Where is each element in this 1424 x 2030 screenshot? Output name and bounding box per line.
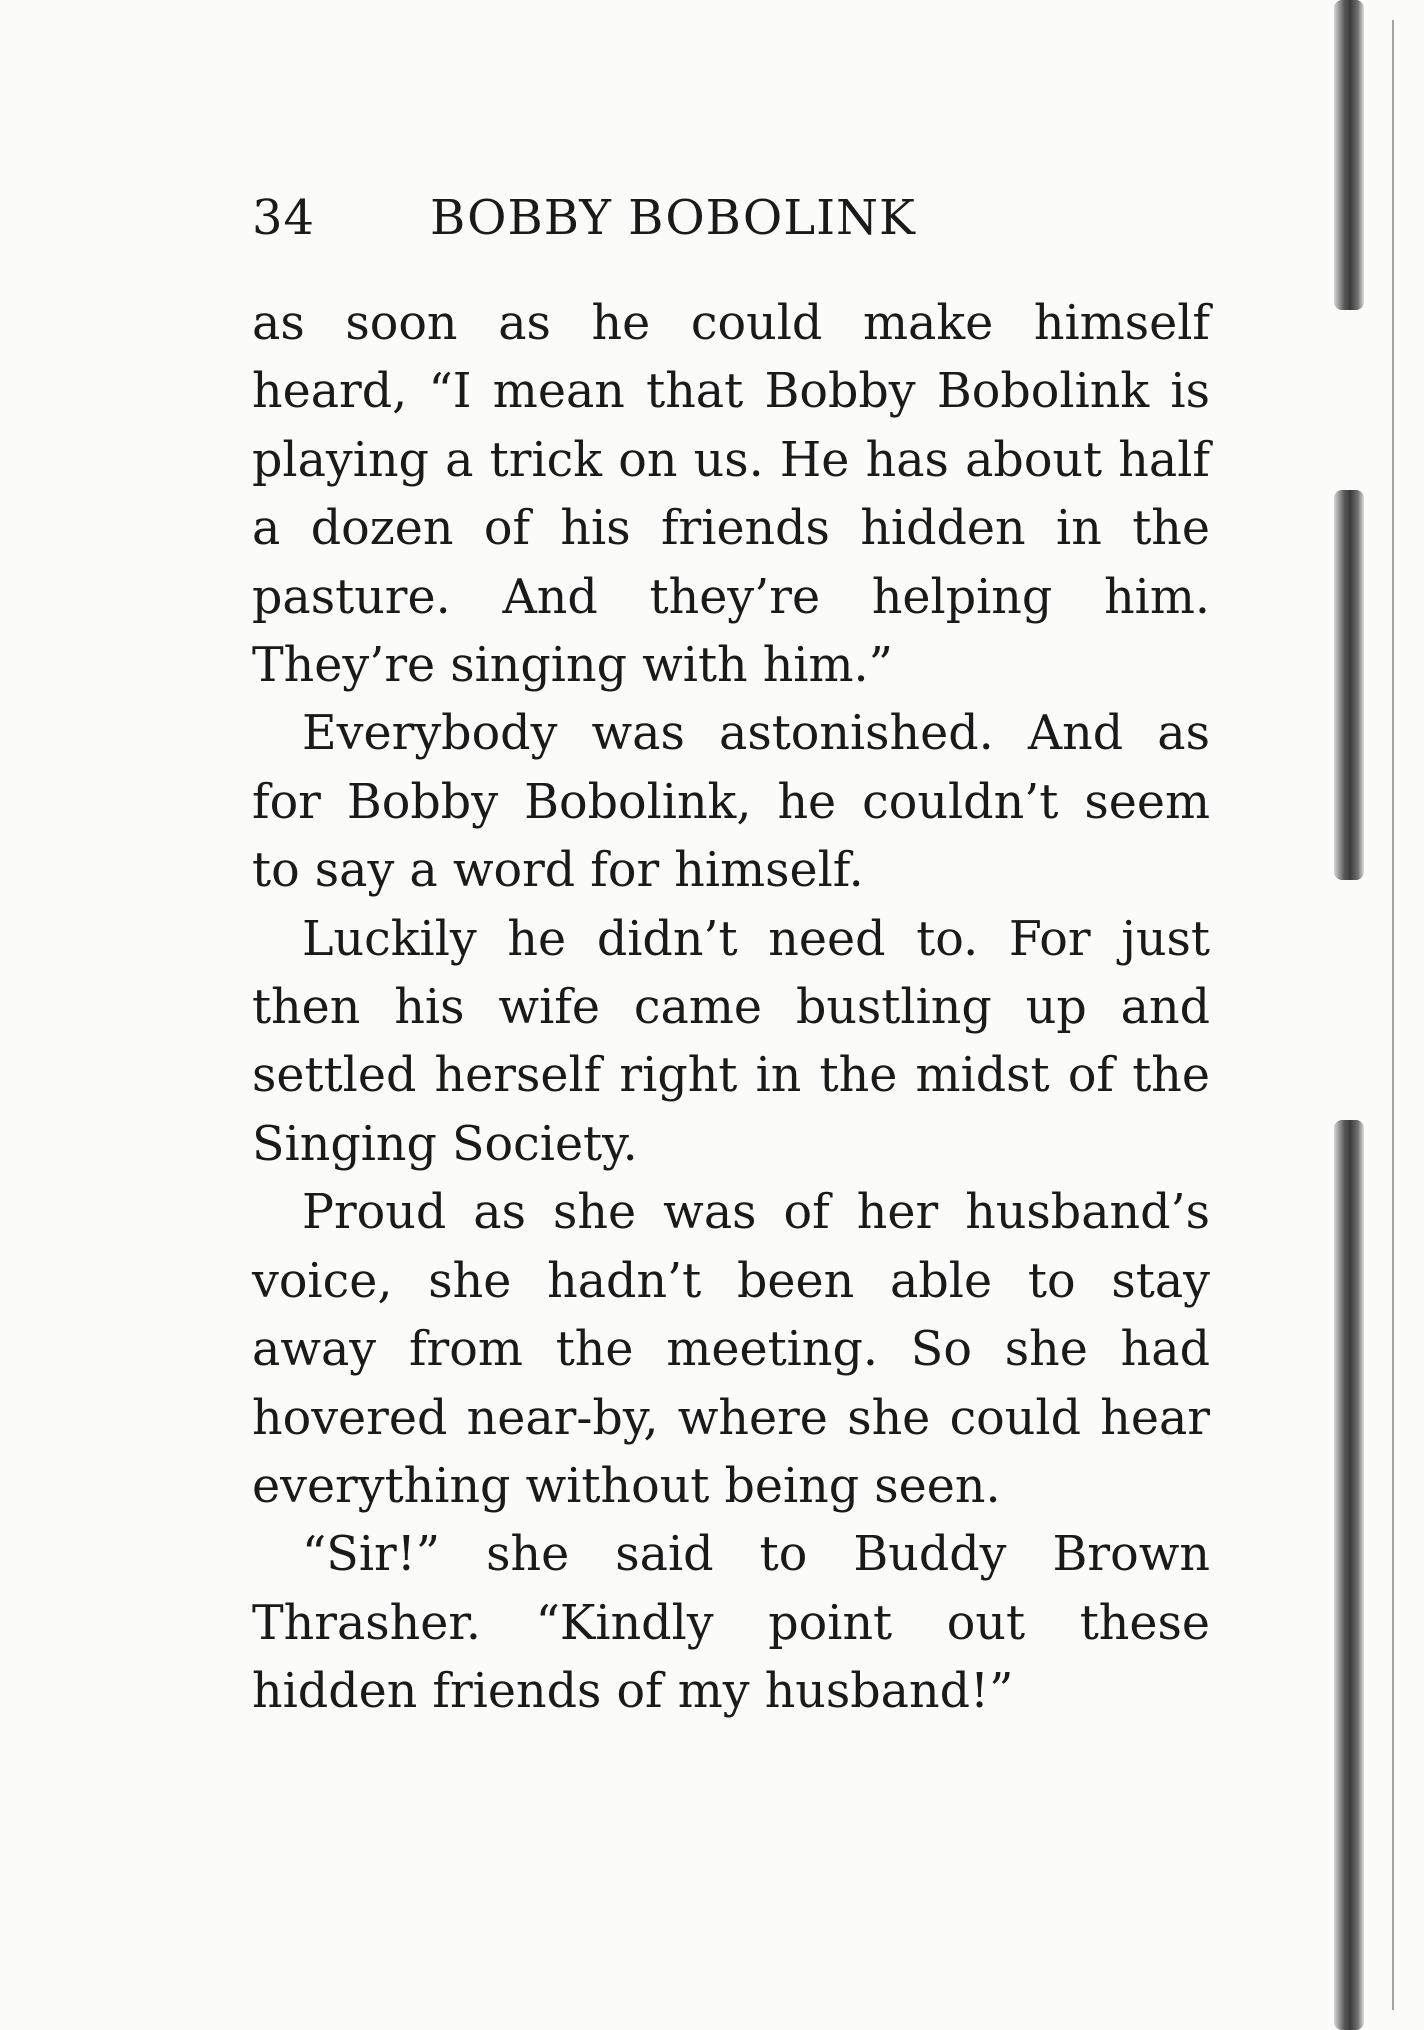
paragraph-3: Luckily he didn’t need to. For just then his wife came bustling up and settled herself right in the midst of the Singing Society.	[252, 911, 1210, 1172]
page-edge-line	[1392, 20, 1394, 2010]
binding-shadow-middle	[1334, 490, 1364, 880]
paragraph-5: “Sir!” she said to Buddy Brown Thrasher. “Kindly point out these hidden friends of my husband!”	[252, 1527, 1210, 1720]
binding-shadow-bottom	[1334, 1120, 1364, 2030]
body-text	[252, 290, 1210, 1727]
paragraph-2: Everybody was astonished. And as for Bobby Bobolink, he couldn’t seem to say a word for himself.	[252, 706, 1210, 899]
page-number: 34	[252, 190, 316, 246]
paragraph-1: as soon as he could make himself heard, “I mean that Bobby Bobolink is playing a trick on us. He has about half a dozen of his friends hidden in the pasture. And they’re helping him. They’re singing with him.”	[252, 296, 1210, 694]
page-header	[252, 190, 1212, 246]
paragraph-4: Proud as she was of her husband’s voice, she hadn’t been able to stay away from the meeting. So she had hovered near-by, where she could hear everything without being seen.	[252, 1185, 1210, 1514]
running-title: BOBBY BOBOLINK	[430, 190, 916, 246]
binding-shadow-top	[1334, 0, 1364, 310]
